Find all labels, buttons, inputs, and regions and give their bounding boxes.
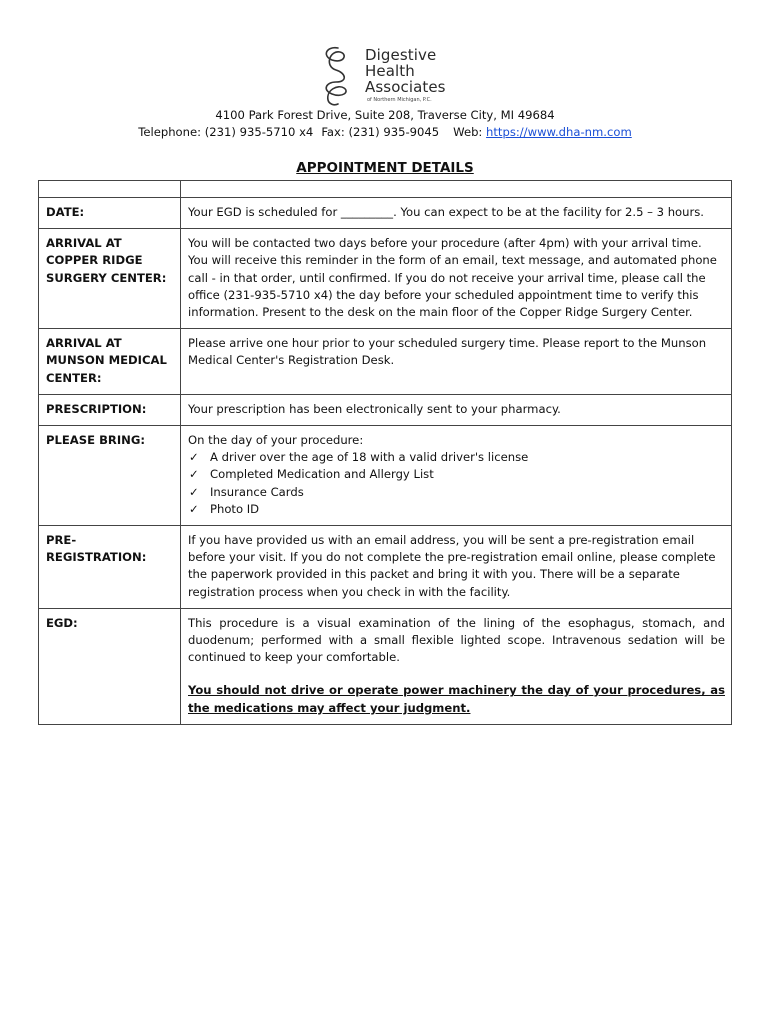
row-content (181, 608, 732, 724)
table-header-row (39, 181, 732, 198)
row-label: PRESCRIPTION: (39, 394, 181, 425)
table-row-pre-registration (39, 526, 732, 609)
row-label: PLEASE BRING: (39, 426, 181, 526)
table-row-egd (39, 608, 732, 724)
list-item: ✓ Completed Medication and Allergy List (188, 466, 725, 483)
list-item: ✓ Insurance Cards (188, 484, 725, 501)
logo-line-associates: Associates (365, 78, 446, 96)
table-row-please-bring (39, 426, 732, 526)
row-label: ARRIVAL AT COPPER RIDGE SURGERY CENTER: (39, 229, 181, 329)
row-text: Your EGD is scheduled for _________. You can expect to be at the facility for 2.5 – 3 hours. (181, 198, 732, 229)
table-row-copper-ridge (39, 229, 732, 329)
list-item: ✓ A driver over the age of 18 with a valid driver's license (188, 449, 725, 466)
list-item: ✓ Photo ID (188, 501, 725, 518)
fax: Fax: (231) 935-9045 (321, 125, 440, 139)
checkmark-icon: ✓ (189, 467, 199, 482)
row-content (181, 426, 732, 526)
row-label: ARRIVAL AT MUNSON MEDICAL CENTER: (39, 329, 181, 395)
logo-line-health: Health (365, 62, 415, 80)
logo-mark-icon (318, 44, 364, 108)
row-label: DATE: (39, 198, 181, 229)
website-link[interactable]: https://www.dha-nm.com (486, 125, 632, 139)
checkmark-icon: ✓ (189, 450, 199, 465)
row-label: EGD: (39, 608, 181, 724)
checkmark-icon: ✓ (189, 484, 199, 499)
blank-cell (39, 181, 181, 198)
appointment-details-table (38, 180, 732, 725)
row-text: If you have provided us with an email address, you will be sent a pre-registration email before your visit. If you do not complete the pre-registration email online, please complete the paperwork provided in this packet and bring it with you. There will be a separate registration process when you check in with the facility. (181, 526, 732, 609)
contact-line (0, 125, 770, 139)
logo-line-digestive: Digestive (365, 46, 437, 64)
driving-warning: You should not drive or operate power machinery the day of your procedures, as the medications may affect your judgment. (188, 683, 725, 715)
telephone: Telephone: (231) 935-5710 x4 (138, 125, 314, 139)
logo-line-northern-michigan: of Northern Michigan, P.C. (367, 97, 432, 103)
checkmark-icon: ✓ (189, 501, 199, 516)
row-label: PRE- REGISTRATION: (39, 526, 181, 609)
bring-intro: On the day of your procedure: (188, 433, 364, 448)
web-label: Web: (453, 125, 483, 139)
bring-list (188, 449, 725, 518)
row-text: You will be contacted two days before your procedure (after 4pm) with your arrival time. You will receive this reminder in the form of an email, text message, and automated phone call - in that order, until confirmed. If you do not receive your arrival time, please call the office (231-935-5710 x4) the day before your scheduled appointment time to verify this information. Present to the desk on the main floor of the Copper Ridge Surgery Center. (181, 229, 732, 329)
table-row-date (39, 198, 732, 229)
table-row-prescription (39, 394, 732, 425)
table-row-munson (39, 329, 732, 395)
row-text: Please arrive one hour prior to your scheduled surgery time. Please report to the Munson Medical Center's Registration Desk. (181, 329, 732, 395)
page-title: APPOINTMENT DETAILS (296, 160, 474, 176)
egd-description: This procedure is a visual examination of the lining of the esophagus, stomach, and duodenum; performed with a small flexible lighted scope. Intravenous sedation will be continued to keep your comfortable. (188, 615, 725, 665)
dha-logo (318, 44, 468, 108)
row-text: Your prescription has been electronically sent to your pharmacy. (181, 394, 732, 425)
blank-cell (181, 181, 732, 198)
address-line: 4100 Park Forest Drive, Suite 208, Traverse City, MI 49684 (215, 108, 555, 122)
